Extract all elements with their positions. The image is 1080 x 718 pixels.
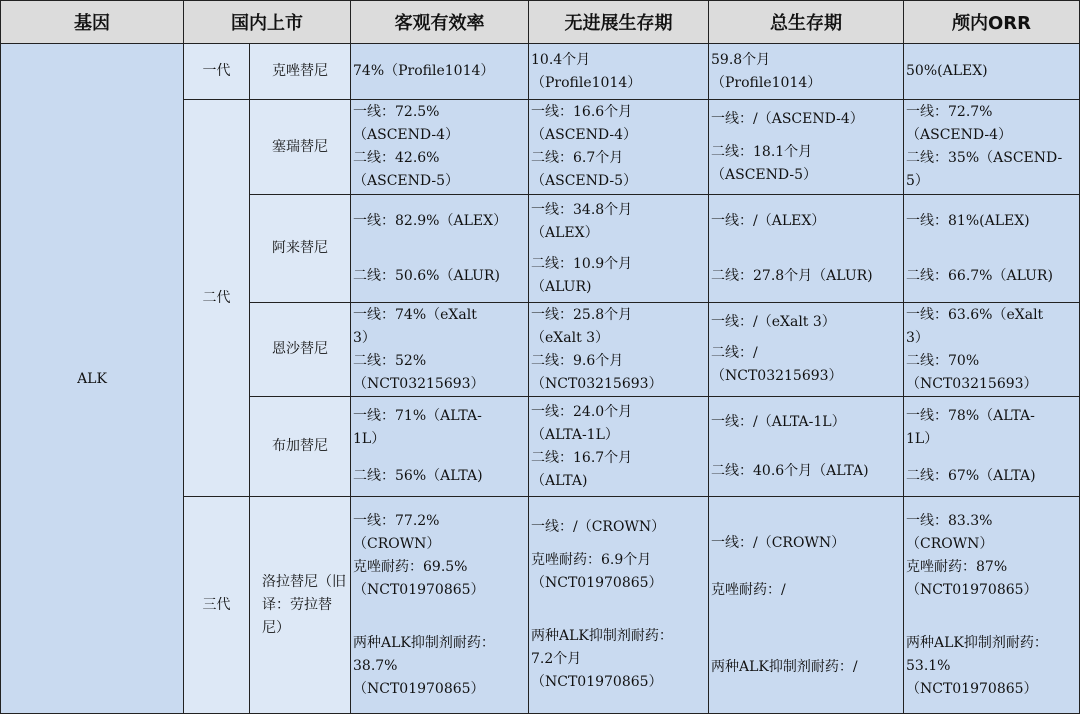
cell-line: （NCT01970865） [906, 581, 1038, 598]
cell-line: 一线：16.6个月 [531, 104, 633, 120]
cell-line: （NCT01970865） [531, 575, 663, 591]
cell-line: 二线：56%（ALTA) [353, 468, 483, 484]
cell-line: 一线：/（ALTA-1L） [711, 413, 846, 430]
header-pfs: 无进展生存期 [529, 1, 709, 44]
icorr-cell [904, 497, 1080, 714]
cell-line: 一线：24.0个月 [531, 403, 633, 420]
cell-line: 53.1% [906, 657, 951, 674]
cell-line: 一线：74%（eXalt [353, 306, 477, 323]
icorr-cell [904, 195, 1080, 303]
cell-line: （Profile1014） [531, 74, 642, 91]
cell-line: 克唑耐药：6.9个月 [531, 552, 652, 568]
orr-cell [351, 497, 529, 714]
cell-line: 两种ALK抑制剂耐药： [906, 634, 1048, 651]
cell-line: 二线：9.6个月 [531, 352, 624, 369]
header-os: 总生存期 [709, 1, 904, 44]
table-row [1, 44, 1080, 100]
cell-line: 二线：50.6%（ALUR) [353, 267, 500, 284]
cell-line: 1L） [906, 431, 939, 447]
cell-line: 二线：40.6个月（ALTA) [711, 462, 869, 479]
cell-line: （NCT01970865） [906, 680, 1038, 697]
cell-line: 一线：77.2% [353, 512, 440, 529]
os-cell [709, 195, 904, 303]
os-cell [709, 44, 904, 100]
os-cell [709, 397, 904, 497]
icorr-cell [904, 100, 1080, 195]
cell-line: （ALUR) [531, 278, 592, 295]
cell-line: 74%（Profile1014） [353, 63, 495, 79]
cell-line: （NCT03215693） [711, 368, 843, 384]
cell-line: 两种ALK抑制剂耐药： [353, 634, 495, 651]
cell-line: 二线：10.9个月 [531, 255, 633, 272]
cell-line: （NCT01970865） [531, 674, 663, 690]
cell-line: 二线：35%（ASCEND- [906, 150, 1063, 166]
cell-line: 一线：/（ALEX） [711, 212, 826, 229]
cell-line: （ASCEND-4） [906, 127, 1013, 143]
cell-line: 二线：16.7个月 [531, 449, 633, 466]
cell-line: 一线：78%（ALTA- [906, 408, 1035, 424]
cell-line: 克唑耐药：/ [711, 581, 786, 598]
cell-line: （eXalt 3） [531, 329, 610, 346]
cell-line: 一线：63.6%（eXalt [906, 306, 1044, 323]
cell-line: （CROWN） [353, 535, 441, 552]
drug-name: 恩沙替尼 [250, 303, 351, 397]
cell-line: 10.4个月 [531, 51, 591, 68]
cell-line: 二线：52% [353, 352, 427, 369]
header-row [1, 1, 1080, 44]
cell-line: 5） [906, 173, 929, 189]
cell-line: （ASCEND-5） [531, 173, 638, 189]
cell-line: （ALTA-1L） [531, 426, 619, 443]
cell-line: （CROWN） [906, 535, 994, 552]
pfs-cell [529, 44, 709, 100]
cell-line: （NCT01970865） [353, 680, 485, 697]
gene-cell: ALK [1, 44, 184, 714]
generation-cell: 二代 [184, 100, 250, 497]
cell-line: （ALEX） [531, 224, 599, 241]
cell-line: （ASCEND-5） [711, 166, 818, 183]
pfs-cell [529, 497, 709, 714]
drug-name: 洛拉替尼（旧译：劳拉替尼） [250, 497, 351, 714]
generation-cell: 三代 [184, 497, 250, 714]
header-gene: 基因 [1, 1, 184, 44]
cell-line: 克唑耐药：69.5% [353, 558, 468, 575]
orr-cell [351, 44, 529, 100]
cell-line: （ASCEND-5） [353, 173, 460, 189]
orr-cell [351, 303, 529, 397]
cell-line: 一线：81%(ALEX) [906, 212, 1030, 229]
cell-line: 二线：27.8个月（ALUR) [711, 267, 873, 284]
cell-line: 克唑耐药：87% [906, 558, 1008, 575]
cell-line: （NCT03215693） [906, 375, 1038, 392]
cell-line: 二线：/ [711, 345, 758, 361]
header-domestic-launch: 国内上市 [184, 1, 351, 44]
cell-line: （NCT03215693） [531, 375, 663, 392]
pfs-cell [529, 303, 709, 397]
cell-line: 一线：25.8个月 [531, 306, 633, 323]
cell-line: 一线：/（ASCEND-4） [711, 110, 864, 127]
cell-line: （Profile1014） [711, 74, 822, 91]
cell-line: 3） [906, 329, 929, 346]
cell-line: 一线：34.8个月 [531, 201, 633, 218]
cell-line: 3） [353, 329, 376, 346]
cell-line: 两种ALK抑制剂耐药：/ [711, 658, 858, 675]
cell-line: 一线：71%（ALTA- [353, 408, 482, 424]
cell-line: 一线：72.7% [906, 104, 993, 120]
icorr-cell [904, 44, 1080, 100]
cell-line: 一线：/（CROWN） [711, 534, 846, 551]
cell-line: 二线：42.6% [353, 150, 440, 166]
pfs-cell [529, 100, 709, 195]
cell-line: （NCT03215693） [353, 375, 485, 392]
cell-line: （NCT01970865） [353, 581, 485, 598]
icorr-cell [904, 397, 1080, 497]
cell-line: 一线：72.5% [353, 104, 440, 120]
cell-line: （ALTA) [531, 472, 588, 489]
cell-line: 两种ALK抑制剂耐药： [531, 628, 673, 644]
pfs-cell [529, 195, 709, 303]
cell-line: 一线：83.3% [906, 512, 993, 529]
generation-cell: 一代 [184, 44, 250, 100]
cell-line: 二线：6.7个月 [531, 150, 624, 166]
os-cell [709, 497, 904, 714]
header-orr: 客观有效率 [351, 1, 529, 44]
cell-line: （ASCEND-4） [531, 127, 638, 143]
cell-line: 一线：82.9%（ALEX） [353, 212, 508, 229]
cell-line: （ASCEND-4） [353, 127, 460, 143]
drug-name: 布加替尼 [250, 397, 351, 497]
pfs-cell [529, 397, 709, 497]
cell-line: 二线：66.7%（ALUR) [906, 267, 1053, 284]
cell-line: 二线：70% [906, 352, 980, 369]
header-intracranial-orr: 颅内ORR [904, 1, 1080, 44]
cell-line: 二线：18.1个月 [711, 143, 813, 160]
cell-line: 38.7% [353, 657, 398, 674]
os-cell [709, 100, 904, 195]
drug-name: 克唑替尼 [250, 44, 351, 100]
cell-line: 1L） [353, 431, 386, 447]
os-cell [709, 303, 904, 397]
cell-line: 一线：/（eXalt 3） [711, 314, 836, 330]
orr-cell [351, 195, 529, 303]
orr-cell [351, 397, 529, 497]
drug-name: 阿来替尼 [250, 195, 351, 303]
orr-cell [351, 100, 529, 195]
drug-name: 塞瑞替尼 [250, 100, 351, 195]
cell-line: 二线：67%（ALTA) [906, 468, 1036, 484]
cell-line: 7.2个月 [531, 651, 582, 667]
cell-line: 59.8个月 [711, 51, 771, 68]
cell-line: 一线：/（CROWN） [531, 519, 666, 535]
cell-line: 50%(ALEX) [906, 63, 988, 79]
icorr-cell [904, 303, 1080, 397]
